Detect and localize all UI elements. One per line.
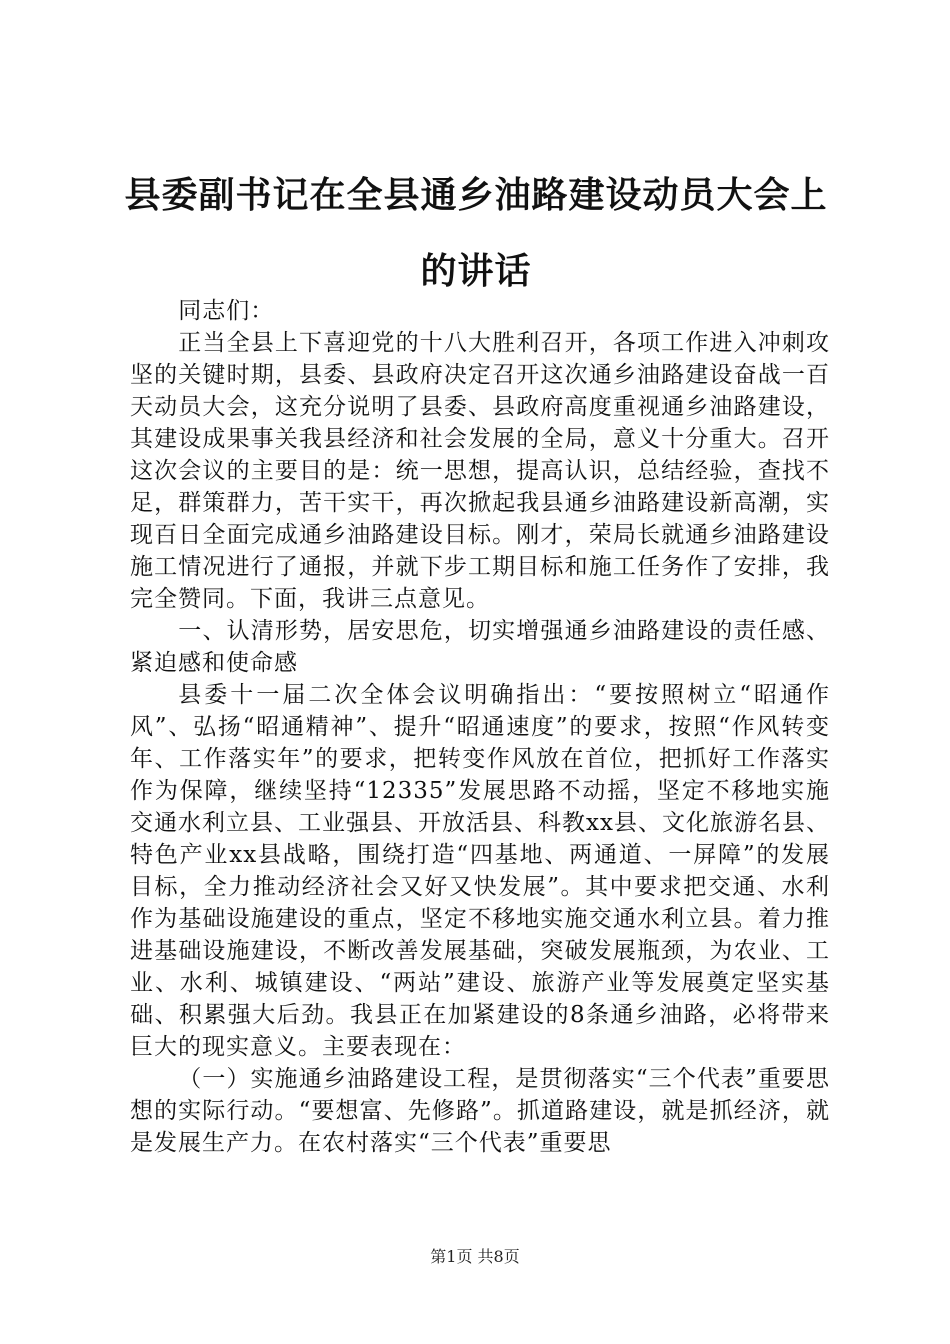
section-heading: 一、认清形势，居安思危，切实增强通乡油路建设的责任感、紧迫感和使命感 (130, 618, 830, 676)
body-paragraph: （一）实施通乡油路建设工程，是贯彻落实“三个代表”重要思想的实际行动。“要想富、先修路”。抓道路建设，就是抓经济，就是发展生产力。在农村落实“三个代表”重要思 (130, 1066, 830, 1156)
page-footer: 第1页 共8页 (430, 1247, 520, 1266)
document-title: 县委副书记在全县通乡油路建设动员大会上的讲话 (124, 175, 828, 292)
document-body (130, 295, 830, 1159)
body-paragraph: 正当全县上下喜迎党的十八大胜利召开，各项工作进入冲刺攻坚的关键时期，县委、县政府决定召开这次通乡油路建设奋战一百天动员大会，这充分说明了县委、县政府高度重视通乡油路建设，其建设成果事关我县经济和社会发展的全局，意义十分重大。召开这次会议的主要目的是：统一思想，提高认识，总结经验，查找不足，群策群力，苦干实干，再次掀起我县通乡油路建设新高潮，实现百日全面完成通乡油路建设目标。刚才，荣局长就通乡油路建设施工情况进行了通报，并就下步工期目标和施工任务作了安排，我完全赞同。下面，我讲三点意见。 (130, 330, 830, 612)
salutation-paragraph: 同志们： (178, 298, 275, 324)
body-paragraph: 县委十一届二次全体会议明确指出：“要按照树立“昭通作风”、弘扬“昭通精神”、提升“昭通速度”的要求，按照“作风转变年、工作落实年”的要求，把转变作风放在首位，把抓好工作落实作为保障，继续坚持“12335”发展思路不动摇，坚定不移地实施交通水利立县、工业强县、开放活县、科教xx县、文化旅游名县、特色产业xx县战略，围绕打造“四基地、两通道、一屏障”的发展目标，全力推动经济社会又好又快发展”。其中要求把交通、水利作为基础设施建设的重点，坚定不移地实施交通水利立县。着力推进基础设施建设，不断改善发展基础，突破发展瓶颈，为农业、工业、水利、城镇建设、“两站”建设、旅游产业等发展奠定坚实基础、积累强大后劲。我县正在加紧建设的8条通乡油路，必将带来巨大的现实意义。主要表现在： (130, 682, 830, 1060)
